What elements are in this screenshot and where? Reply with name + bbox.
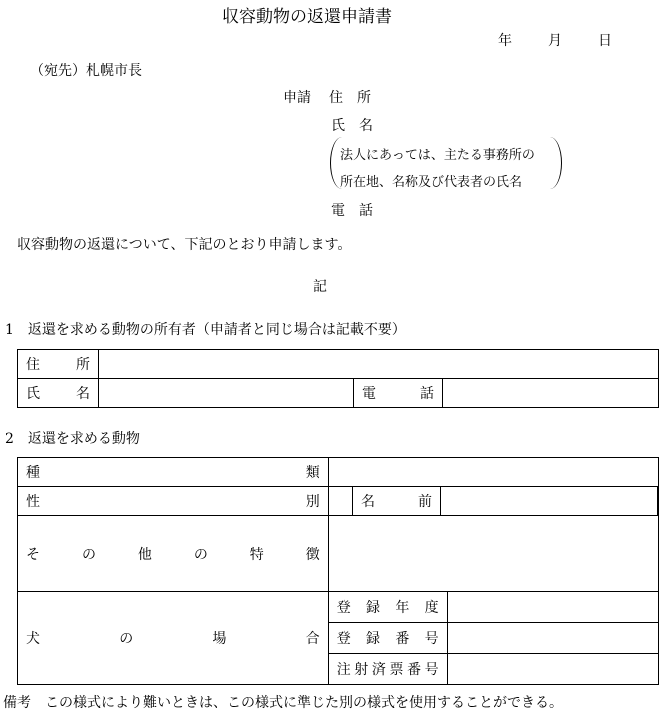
section2-heading: 2 返還を求める動物: [5, 431, 140, 447]
vacc-field[interactable]: [447, 654, 658, 685]
owner-name-label: 氏 名: [26, 386, 90, 402]
applicant-label: 申請: [283, 90, 311, 106]
owner-phone-field[interactable]: [443, 379, 659, 408]
page-title: 収容動物の返還申請書: [222, 7, 392, 27]
reg-year-label-cell: [328, 592, 447, 623]
owner-name-field[interactable]: [99, 379, 354, 408]
owner-name-label-cell: [18, 379, 99, 408]
animal-name-label-box: [352, 486, 441, 515]
date-month: 月: [548, 33, 562, 49]
reg-no-field[interactable]: [447, 623, 658, 654]
owner-address-field[interactable]: [99, 350, 659, 379]
date-year: 年: [498, 33, 512, 49]
corporate-note-line2: 所在地、名称及び代表者の氏名: [340, 175, 523, 190]
footnote: 備考 この様式により難いときは、この様式に準じた別の様式を使用することができる。: [3, 695, 563, 711]
owner-phone-label-cell: [354, 379, 443, 408]
reg-no-label-cell: [328, 623, 447, 654]
applicant-address-label: 住 所: [329, 90, 371, 106]
reg-year-field[interactable]: [447, 592, 658, 623]
other-field[interactable]: [328, 516, 658, 592]
reg-no-label: 登 録 番 号: [336, 631, 439, 647]
date-day: 日: [598, 33, 612, 49]
type-label-cell: [18, 458, 329, 487]
vacc-label: 注 射 済 票 番 号: [336, 662, 439, 678]
other-label: そ の 他 の 特 徴: [26, 546, 320, 563]
owner-table: [17, 349, 659, 408]
type-label: 種 類: [26, 465, 320, 481]
ki-mark: 記: [313, 279, 327, 295]
type-field[interactable]: [328, 458, 658, 487]
reg-year-label: 登 録 年 度: [336, 600, 439, 616]
intro-text: 収容動物の返還について、下記のとおり申請します。: [17, 237, 352, 253]
other-label-cell: [18, 516, 329, 592]
animal-name-field[interactable]: [441, 486, 659, 515]
owner-address-label-cell: [18, 350, 99, 379]
owner-address-label: 住 所: [26, 357, 90, 373]
applicant-name-label: 氏 名: [331, 118, 373, 134]
sex-label: 性 別: [26, 494, 320, 510]
animal-name-label: 名 前: [361, 493, 432, 510]
section1-heading: 1 返還を求める動物の所有者（申請者と同じ場合は記載不要）: [5, 322, 406, 338]
sex-label-cell: [18, 487, 329, 516]
dog-label-cell: [18, 592, 329, 685]
corporate-note-line1: 法人にあっては、主たる事務所の: [340, 148, 535, 163]
owner-phone-label: 電 話: [362, 386, 434, 402]
applicant-phone-label: 電 話: [331, 203, 373, 219]
addressee: （宛先）札幌市長: [30, 63, 142, 79]
vacc-label-cell: [328, 654, 447, 685]
dog-label: 犬 の 場 合: [26, 631, 320, 647]
